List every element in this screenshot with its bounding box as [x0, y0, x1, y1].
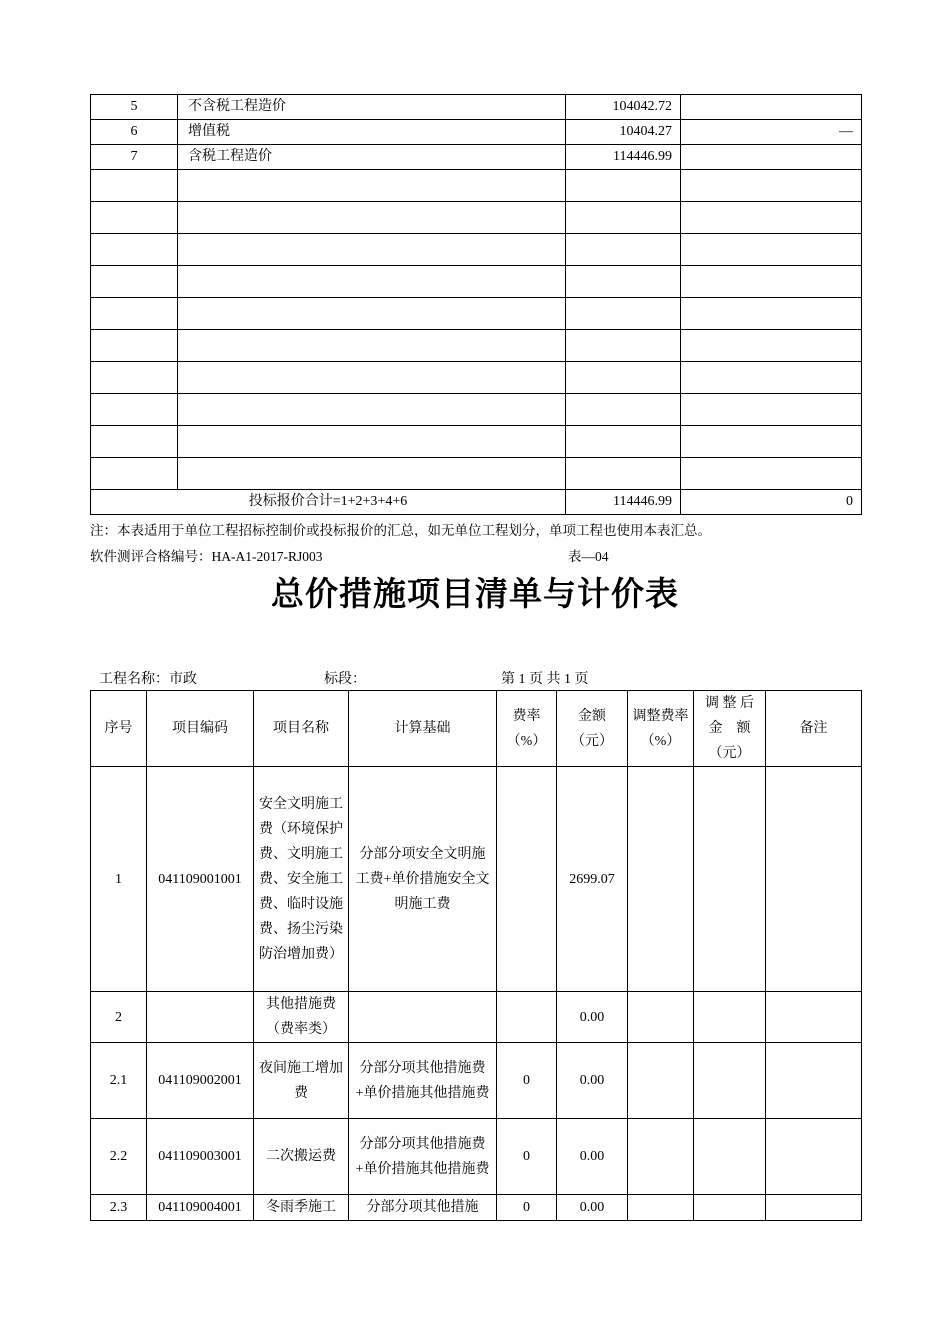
row-rate [497, 992, 557, 1043]
row-no: 2.2 [91, 1119, 147, 1195]
page-indicator: 第 1 页 共 1 页 [501, 672, 589, 687]
row-rate: 0 [497, 1043, 557, 1119]
row-no: 2.3 [91, 1195, 147, 1221]
table-row [91, 1195, 862, 1221]
row-basis: 分部分项其他措施 [349, 1195, 497, 1221]
row-basis: 分部分项其他措施费+单价措施其他措施费 [349, 1119, 497, 1195]
row-extra [681, 145, 862, 170]
row-basis: 分部分项安全文明施工费+单价措施安全文明施工费 [349, 767, 497, 992]
row-name: 冬雨季施工 [254, 1195, 349, 1221]
page-title: 总价措施项目清单与计价表 [271, 574, 679, 613]
summary-table [90, 94, 862, 515]
row-amount: 0.00 [557, 1043, 628, 1119]
table-row [91, 95, 862, 120]
row-extra: — [681, 120, 862, 145]
empty-row [91, 330, 862, 362]
row-rate: 0 [497, 1119, 557, 1195]
row-name: 不含税工程造价 [178, 95, 566, 120]
row-name: 安全文明施工费（环境保护费、文明施工费、安全施工费、临时设施费、扬尘污染防治增加费） [254, 767, 349, 992]
header-basis: 计算基础 [349, 691, 497, 767]
row-amount: 0.00 [557, 1195, 628, 1221]
row-amount: 0.00 [557, 1119, 628, 1195]
empty-row [91, 170, 862, 202]
row-extra [681, 95, 862, 120]
header-amount: 金额（元） [557, 691, 628, 767]
empty-row [91, 426, 862, 458]
table-row [91, 1043, 862, 1119]
row-basis: 分部分项其他措施费+单价措施其他措施费 [349, 1043, 497, 1119]
total-label: 投标报价合计=1+2+3+4+6 [91, 490, 566, 515]
empty-row [91, 458, 862, 490]
table-row [91, 992, 862, 1043]
row-code: 041109003001 [147, 1119, 254, 1195]
row-basis [349, 992, 497, 1043]
table-row [91, 767, 862, 992]
form-number: 表—04 [568, 549, 609, 564]
empty-row [91, 298, 862, 330]
total-row [91, 490, 862, 515]
header-adj-amount: 调 整 后 金 额（元） [694, 691, 766, 767]
row-name: 夜间施工增加费 [254, 1043, 349, 1119]
row-amount: 10404.27 [566, 120, 681, 145]
empty-row [91, 266, 862, 298]
table-row [91, 145, 862, 170]
row-code: 041109004001 [147, 1195, 254, 1221]
row-no: 7 [91, 145, 178, 170]
empty-row [91, 202, 862, 234]
empty-row [91, 362, 862, 394]
empty-row [91, 394, 862, 426]
project-name: 工程名称：市政 [99, 672, 197, 687]
row-no: 1 [91, 767, 147, 992]
row-code: 041109002001 [147, 1043, 254, 1119]
row-no: 2 [91, 992, 147, 1043]
row-amount: 114446.99 [566, 145, 681, 170]
empty-row [91, 234, 862, 266]
table-row [91, 120, 862, 145]
total-extra: 0 [681, 490, 862, 515]
row-amount: 104042.72 [566, 95, 681, 120]
row-no: 5 [91, 95, 178, 120]
row-rate: 0 [497, 1195, 557, 1221]
header-code: 项目编码 [147, 691, 254, 767]
header-rate: 费率（%） [497, 691, 557, 767]
header-row [91, 691, 862, 767]
software-cert: 软件测评合格编号：HA-A1-2017-RJ003 [90, 549, 323, 564]
row-name: 二次搬运费 [254, 1119, 349, 1195]
row-name: 其他措施费（费率类） [254, 992, 349, 1043]
section-label: 标段： [324, 672, 366, 687]
row-name: 增值税 [178, 120, 566, 145]
row-code [147, 992, 254, 1043]
row-rate [497, 767, 557, 992]
row-no: 2.1 [91, 1043, 147, 1119]
row-name: 含税工程造价 [178, 145, 566, 170]
table-note: 注：本表适用于单位工程招标控制价或投标报价的汇总，如无单位工程划分，单项工程也使用本表汇总。 [90, 523, 711, 538]
header-remark: 备注 [766, 691, 862, 767]
row-no: 6 [91, 120, 178, 145]
row-amount: 0.00 [557, 992, 628, 1043]
table-row [91, 1119, 862, 1195]
total-amount: 114446.99 [566, 490, 681, 515]
header-name: 项目名称 [254, 691, 349, 767]
row-amount: 2699.07 [557, 767, 628, 992]
header-adj-rate: 调整费率（%） [628, 691, 694, 767]
header-no: 序号 [91, 691, 147, 767]
row-code: 041109001001 [147, 767, 254, 992]
measures-table [90, 690, 862, 1221]
